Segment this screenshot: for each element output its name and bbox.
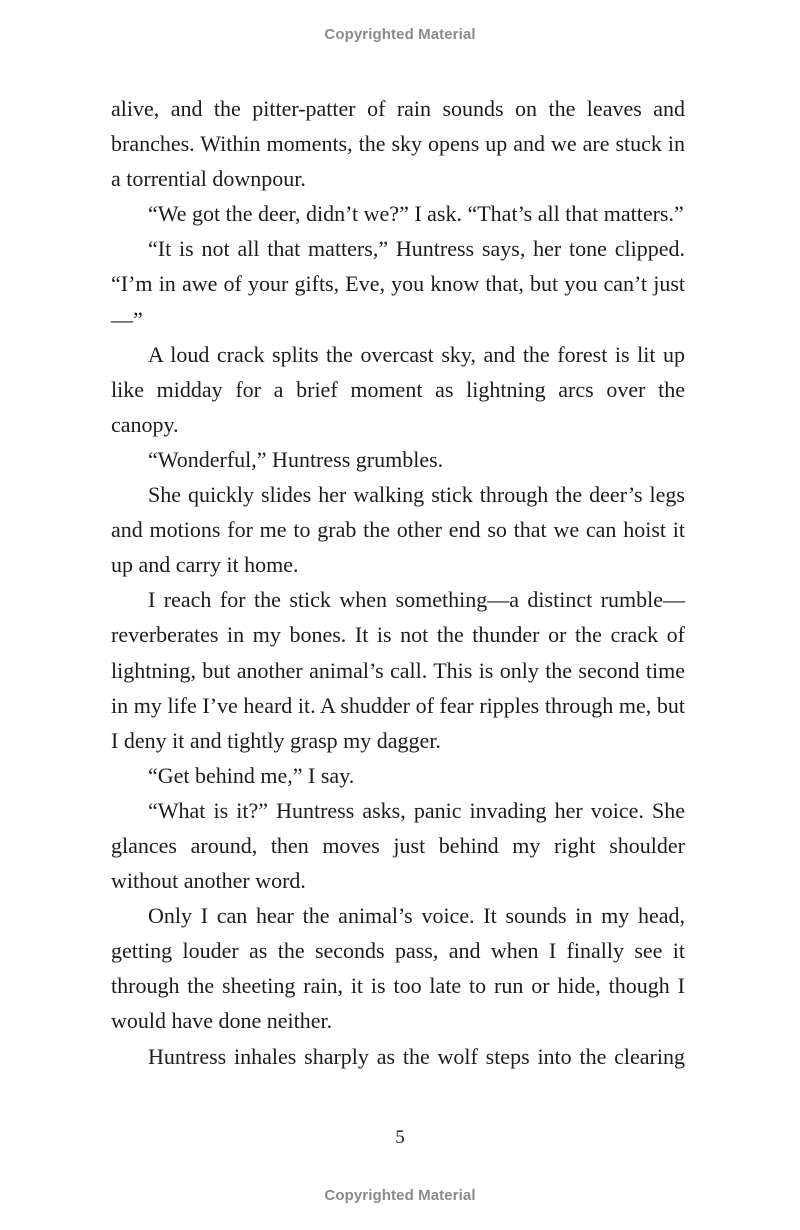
paragraph: Only I can hear the animal’s voice. It sounds in my head, getting louder as the seconds pass, and when I finally see it through the sheeting rain, it is too late to run or hide, though I would have done neither. xyxy=(111,903,685,1034)
page-number: 5 xyxy=(395,1127,405,1148)
paragraph: “What is it?” Huntress asks, panic invading her voice. She glances around, then moves just behind my right shoulder without another word. xyxy=(111,797,685,894)
paragraph: alive, and the pitter-patter of rain sounds on the leaves and branches. Within moments, the sky opens up and we are stuck in a torrential downpour. xyxy=(111,96,685,192)
paragraph: “It is not all that matters,” Huntress says, her tone clipped. “I’m in awe of your gifts, Eve, you know that, but you can’t just—” xyxy=(111,236,685,332)
page-body-text xyxy=(111,91,685,1074)
copyright-watermark-bottom: Copyrighted Material xyxy=(324,1187,476,1204)
paragraph: “Wonderful,” Huntress grumbles. xyxy=(148,446,444,472)
paragraph: I reach for the stick when something—a distinct rumble—reverberates in my bones. It is not the thunder or the crack of lightning, but another animal’s call. This is only the second time in my life I’ve heard it. A shudder of fear ripples through me, but I deny it and tightly grasp my dagger. xyxy=(111,587,685,753)
paragraph: She quickly slides her walking stick through the deer’s legs and motions for me to grab the other end so that we can hoist it up and carry it home. xyxy=(111,482,685,578)
paragraph: “We got the deer, didn’t we?” I ask. “That’s all that matters.” xyxy=(148,201,684,227)
paragraph: Huntress inhales sharply as the wolf steps into the clearing xyxy=(148,1043,685,1069)
paragraph: “Get behind me,” I say. xyxy=(148,762,355,788)
copyright-watermark-top: Copyrighted Material xyxy=(324,26,476,43)
paragraph: A loud crack splits the overcast sky, and the forest is lit up like midday for a brief moment as lightning arcs over the canopy. xyxy=(111,341,685,437)
